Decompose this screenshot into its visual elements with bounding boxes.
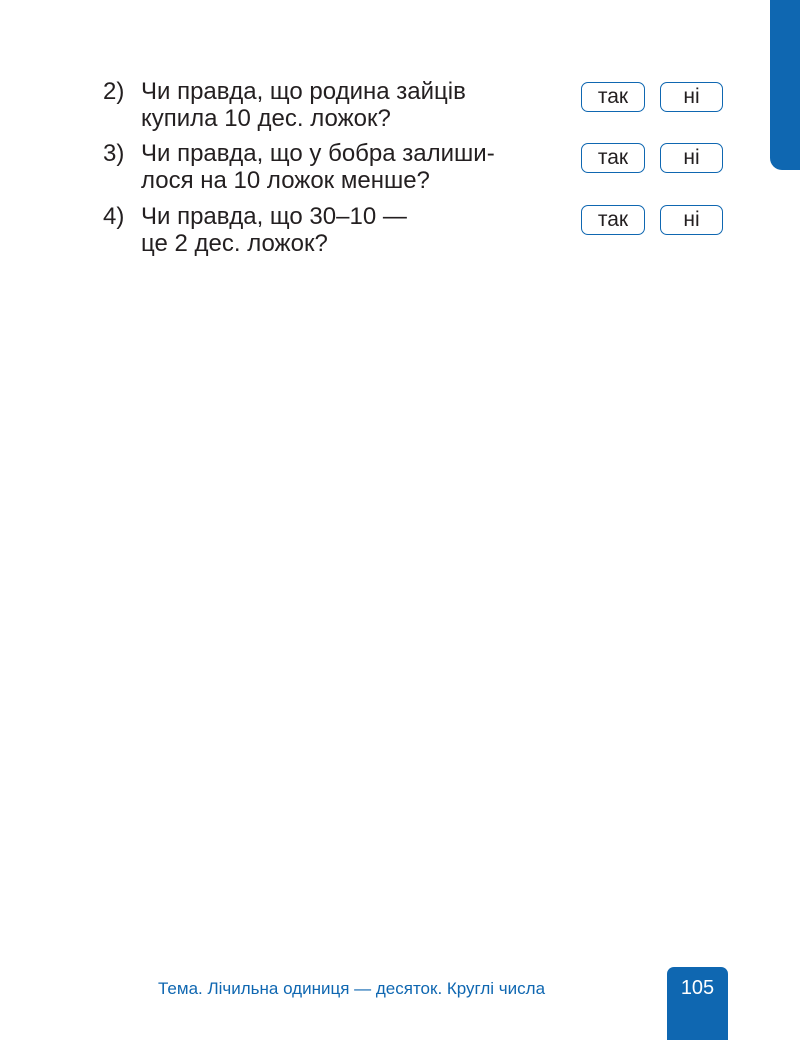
question-number: 2) (103, 78, 125, 105)
page-number: 105 (680, 977, 715, 999)
footer-topic: Тема. Лічильна одиниця — десяток. Круглі числа (158, 979, 546, 998)
question-number: 4) (103, 203, 125, 230)
question-text-line: Чи правда, що родина зайців (141, 78, 466, 105)
question-text-line: Чи правда, що 30–10 — (141, 203, 407, 230)
no-button[interactable]: ні (660, 82, 723, 112)
question-text (141, 140, 581, 194)
answer-options-3 (581, 143, 723, 175)
question-text-line: це 2 дес. ложок? (141, 230, 328, 257)
question-text-line: купила 10 дес. ложок? (141, 105, 391, 132)
no-button[interactable]: ні (660, 205, 723, 235)
question-text-line: Чи правда, що у бобра залиши- (141, 140, 495, 167)
question-text (141, 78, 581, 132)
yes-button[interactable]: так (581, 82, 645, 112)
question-text-line: лося на 10 ложок менше? (141, 167, 430, 194)
question-number: 3) (103, 140, 125, 167)
page-number-box (667, 967, 728, 1040)
answer-options-4 (581, 205, 723, 237)
answer-options-2 (581, 82, 723, 114)
no-button[interactable]: ні (660, 143, 723, 173)
yes-button[interactable]: так (581, 205, 645, 235)
yes-button[interactable]: так (581, 143, 645, 173)
question-text (141, 203, 581, 257)
chapter-side-tab (770, 0, 800, 170)
